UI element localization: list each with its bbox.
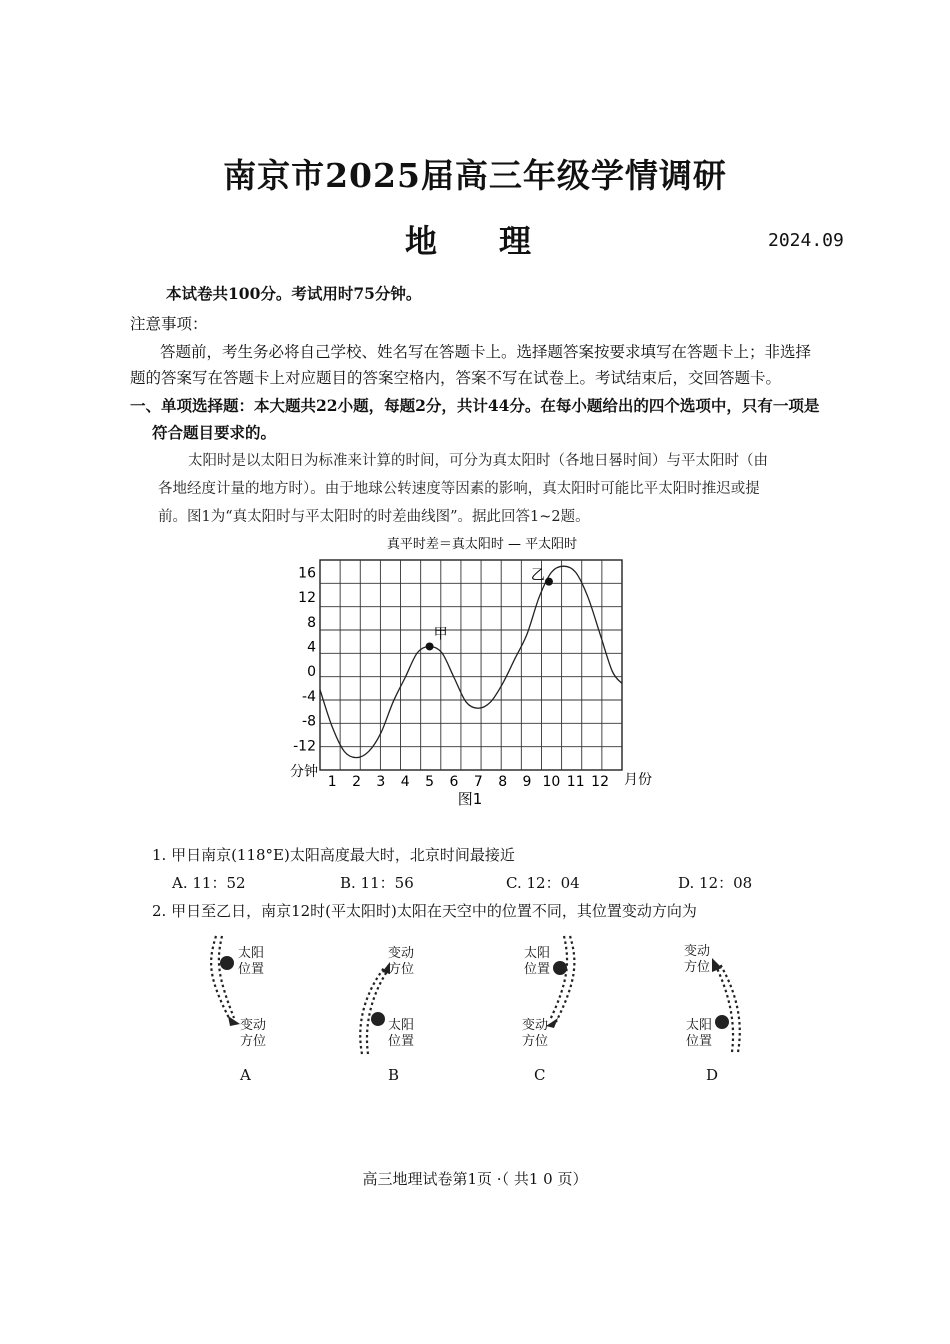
option-a-letter: A [240, 1066, 251, 1084]
option-b-letter: B [388, 1066, 400, 1084]
chart-point-marker [426, 642, 434, 650]
chart-point-label: 甲 [433, 626, 448, 643]
chart-point-label: 乙 [530, 567, 545, 584]
exam-date: 2024.09 [768, 230, 844, 251]
passage-line-3: 前。图1为“真太阳时与平太阳时的时差曲线图”。据此回答1~2题。 [158, 509, 590, 525]
x-tick-label: 12 [591, 774, 609, 790]
x-tick-label: 10 [542, 774, 561, 790]
time-difference-chart [280, 530, 680, 810]
y-tick-label: 16 [298, 565, 316, 582]
time-difference-curve [320, 566, 622, 757]
notice-line-2: 题的答案写在答题卡上对应题目的答案空格内，答案不写在试卷上。考试结束后，交回答题卡。 [130, 369, 782, 387]
option-a-sun-label: 太阳位置 [237, 946, 264, 977]
exam-title: 南京市2025届高三年级学情调研 [223, 156, 727, 195]
question-1-stem: 1. 甲日南京(118°E)太阳高度最大时，北京时间最接近 [152, 846, 515, 864]
section-heading-line-1: 一、单项选择题：本大题共22小题，每题2分，共计44分。在每小题给出的四个选项中，只有一项是 [130, 396, 820, 415]
y-axis-label: 分钟 [290, 764, 318, 780]
x-tick-label: 3 [376, 774, 386, 790]
question-2-stem: 2. 甲日至乙日，南京12时(平太阳时)太阳在天空中的位置不同，其位置变动方向为 [152, 902, 697, 920]
option-b-move-label: 变动方位 [387, 946, 414, 977]
x-tick-label: 6 [449, 774, 459, 790]
option-d-move-label: 变动方位 [683, 944, 710, 975]
y-tick-label: -4 [302, 688, 316, 705]
x-tick-label: 11 [566, 774, 585, 790]
question-1-option-a: A. 11：52 [172, 874, 246, 892]
notice-line-1: 答题前，考生务必将自己学校、姓名写在答题卡上。选择题答案按要求填写在答题卡上；非选择 [160, 343, 812, 361]
score-line: 本试卷共100分。考试用时75分钟。 [166, 284, 422, 303]
y-tick-label: 8 [307, 614, 316, 631]
chart-frame [320, 560, 622, 770]
notice-title: 注意事项： [130, 315, 208, 333]
x-tick-label: 2 [352, 774, 361, 790]
passage-line-2: 各地经度计量的地方时）。由于地球公转速度等因素的影响，真太阳时可能比平太阳时推迟或提 [158, 481, 760, 497]
y-tick-label: 12 [298, 590, 316, 607]
option-d-sun-label: 太阳位置 [685, 1018, 712, 1049]
question-1-option-d: D. 12：08 [678, 874, 753, 892]
chart-x-ticks [328, 774, 609, 790]
chart-points [426, 568, 553, 651]
chart-title: 真平时差＝真太阳时 — 平太阳时 [386, 537, 578, 552]
question-1-option-b: B. 11：56 [340, 874, 414, 892]
option-c-letter: C [534, 1066, 546, 1084]
y-tick-label: -12 [293, 738, 316, 755]
y-tick-label: -8 [302, 713, 316, 730]
subject-title: 地理 [405, 222, 594, 260]
y-tick-label: 4 [307, 639, 316, 656]
section-heading-line-2: 符合题目要求的。 [152, 423, 277, 442]
page-footer: 高三地理试卷第1页 ·（ 共1 0 页） [362, 1170, 588, 1188]
option-a-move-label: 变动方位 [239, 1018, 266, 1049]
figure-caption: 图1 [457, 790, 483, 808]
x-tick-label: 4 [400, 774, 410, 790]
x-axis-label: 月份 [624, 772, 652, 788]
option-c-move-label: 变动方位 [521, 1018, 548, 1049]
x-tick-label: 1 [327, 774, 337, 790]
x-tick-label: 5 [425, 774, 435, 790]
x-tick-label: 7 [473, 774, 483, 790]
passage-line-1: 太阳时是以太阳日为标准来计算的时间，可分为真太阳时（各地日晷时间）与平太阳时（由 [188, 453, 768, 469]
y-tick-label: 0 [307, 664, 316, 681]
option-c-sun-label: 太阳位置 [523, 946, 550, 977]
option-b-sun-label: 太阳位置 [387, 1018, 414, 1049]
chart-y-ticks [293, 565, 316, 754]
chart-grid [320, 560, 622, 770]
x-tick-label: 9 [522, 774, 532, 790]
chart-point-marker [545, 578, 553, 586]
question-1-option-c: C. 12：04 [506, 874, 580, 892]
option-d-letter: D [706, 1066, 719, 1084]
x-tick-label: 8 [498, 774, 508, 790]
